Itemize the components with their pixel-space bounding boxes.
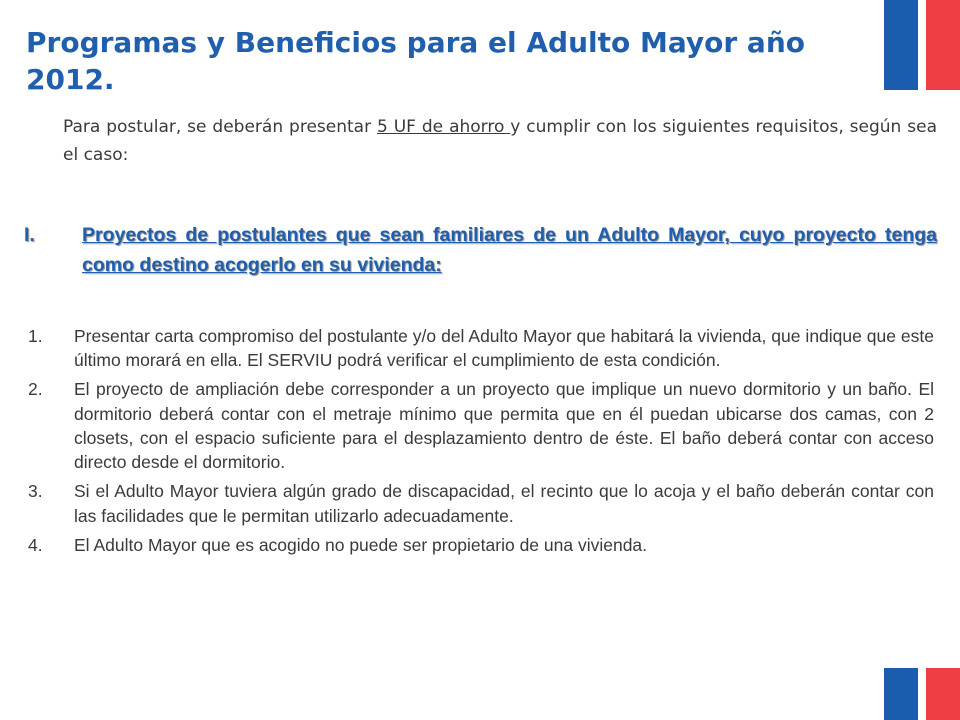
flag-blue-stripe: [884, 0, 918, 90]
requirements-list: [28, 324, 934, 562]
intro-text-before: Para postular, se deberán presentar: [63, 117, 377, 137]
list-item: [28, 377, 934, 474]
section-heading-text: Proyectos de postulantes que sean familiares de un Adulto Mayor, cuyo proyecto tenga como destino acogerlo en su vivienda:: [82, 224, 937, 276]
list-item-number: 4.: [28, 534, 43, 555]
page-title: Programas y Beneficios para el Adulto Mayor año 2012.: [26, 26, 805, 96]
flag-red-stripe: [926, 668, 960, 720]
list-item-number: 2.: [28, 379, 43, 400]
flag-decoration-bottom: [884, 668, 960, 720]
list-item-number: 1.: [28, 326, 43, 346]
intro-paragraph: [63, 113, 937, 169]
list-item: [28, 324, 934, 373]
list-item-text: Presentar carta compromiso del postulante y/o del Adulto Mayor que habitará la vivienda, que indique que este último morará en ella. El SERVIU podrá verificar el cumplimiento de esta condición.: [74, 326, 934, 371]
flag-red-stripe: [926, 0, 960, 90]
section-heading: [24, 220, 937, 280]
list-item-text: El proyecto de ampliación debe corresponder a un proyecto que implique un nuevo dormitorio y un baño. El dormitorio deberá contar con el metraje mínimo que permita que en él puedan ubicarse dos camas, con 2 closets, con el espacio suficiente para el desplazamiento dentro de éste. El baño deberá contar con acceso directo desde el dormitorio.: [74, 379, 934, 473]
intro-text-after: y cumplir con los siguientes requisitos, según sea el caso:: [63, 117, 937, 165]
list-item-text: Si el Adulto Mayor tuviera algún grado de discapacidad, el recinto que lo acoja y el baño deberán contar con las facilidades que le permitan utilizarlo adecuadamente.: [74, 481, 934, 526]
list-item: [28, 533, 934, 557]
flag-decoration-top: [884, 0, 960, 90]
list-item-number: 3.: [28, 481, 43, 502]
list-item: [28, 479, 934, 528]
flag-blue-stripe: [884, 668, 918, 720]
section-number: I.: [24, 224, 35, 246]
list-item-text: El Adulto Mayor que es acogido no puede ser propietario de una vivienda.: [74, 534, 648, 555]
savings-requirement: 5 UF de ahorro: [377, 117, 511, 137]
